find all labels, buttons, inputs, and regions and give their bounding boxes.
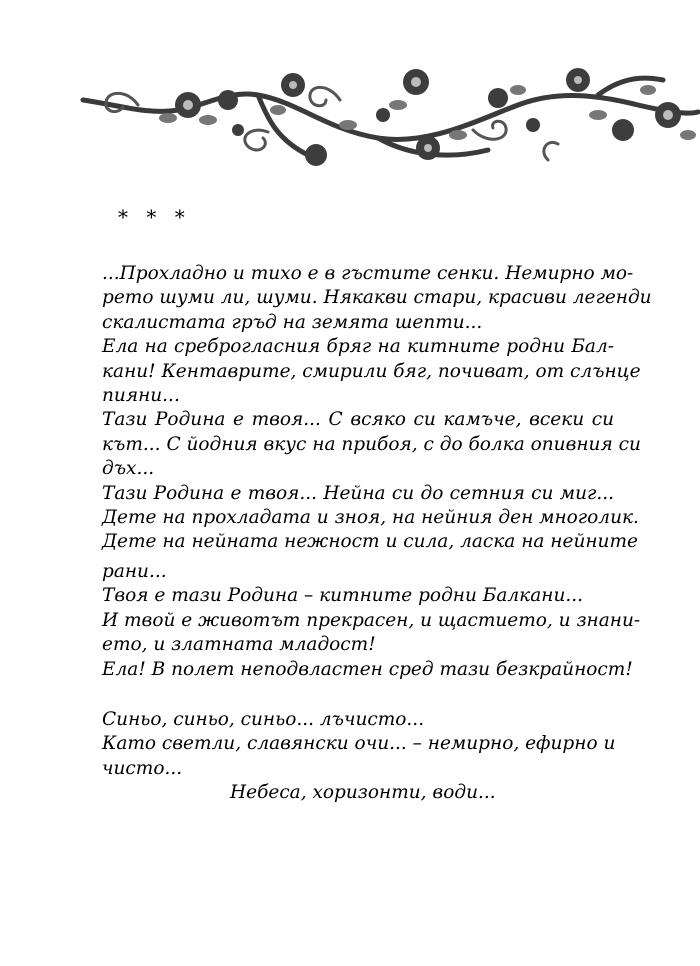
text-line: дъх... bbox=[102, 458, 155, 480]
text-line: ето, и златната младост! bbox=[102, 634, 376, 656]
text-line: Дете на нейната нежност и сила, ласка на нейните bbox=[102, 531, 638, 553]
text-line: Като светли, славянски очи... – немирно, ефирно и bbox=[102, 733, 616, 755]
text-line: Твоя е тази Родина – китните родни Балкани... bbox=[102, 585, 583, 607]
text-line: ...Прохладно и тихо е в гъстите сенки. Немирно мо- bbox=[102, 263, 634, 284]
text-line: Тази Родина е твоя... Нейна си до сетния си миг... bbox=[102, 482, 614, 504]
text-line: пияни... bbox=[102, 385, 180, 407]
text-line: Синьо, синьо, синьо... лъчисто... bbox=[102, 708, 425, 730]
text-line: скалистата гръд на земята шепти... bbox=[102, 311, 483, 333]
text-line: Ела на среброгласния бряг на китните родни Бал- bbox=[102, 336, 614, 358]
poem-text bbox=[102, 262, 652, 806]
text-line: рето шуми ли, шуми. Някакви стари, красиви легенди bbox=[102, 287, 652, 309]
text-line: Дете на прохладата и зноя, на нейния ден многолик. bbox=[102, 507, 639, 529]
stanza-gap bbox=[102, 682, 614, 708]
text-line: кани! Кентаврите, смирили бяг, почиват, от слънце bbox=[102, 360, 641, 382]
text-line: чисто... bbox=[102, 757, 183, 779]
text-line: рани... bbox=[102, 560, 167, 582]
text-line: Тази Родина е твоя... С всяко си камъче, всеки си bbox=[102, 409, 614, 431]
text-line: И твой е животът прекрасен, и щастието, и знани- bbox=[102, 609, 641, 631]
rose-vine-ornament-icon bbox=[78, 60, 700, 180]
text-line: Небеса, хоризонти, води... bbox=[230, 782, 496, 804]
text-line: Ела! В полет неподвластен сред тази безкрайност! bbox=[102, 658, 633, 680]
text-line: кът... С йодния вкус на прибоя, с до болка опивния си bbox=[102, 433, 641, 455]
section-separator: * * * bbox=[118, 205, 191, 229]
